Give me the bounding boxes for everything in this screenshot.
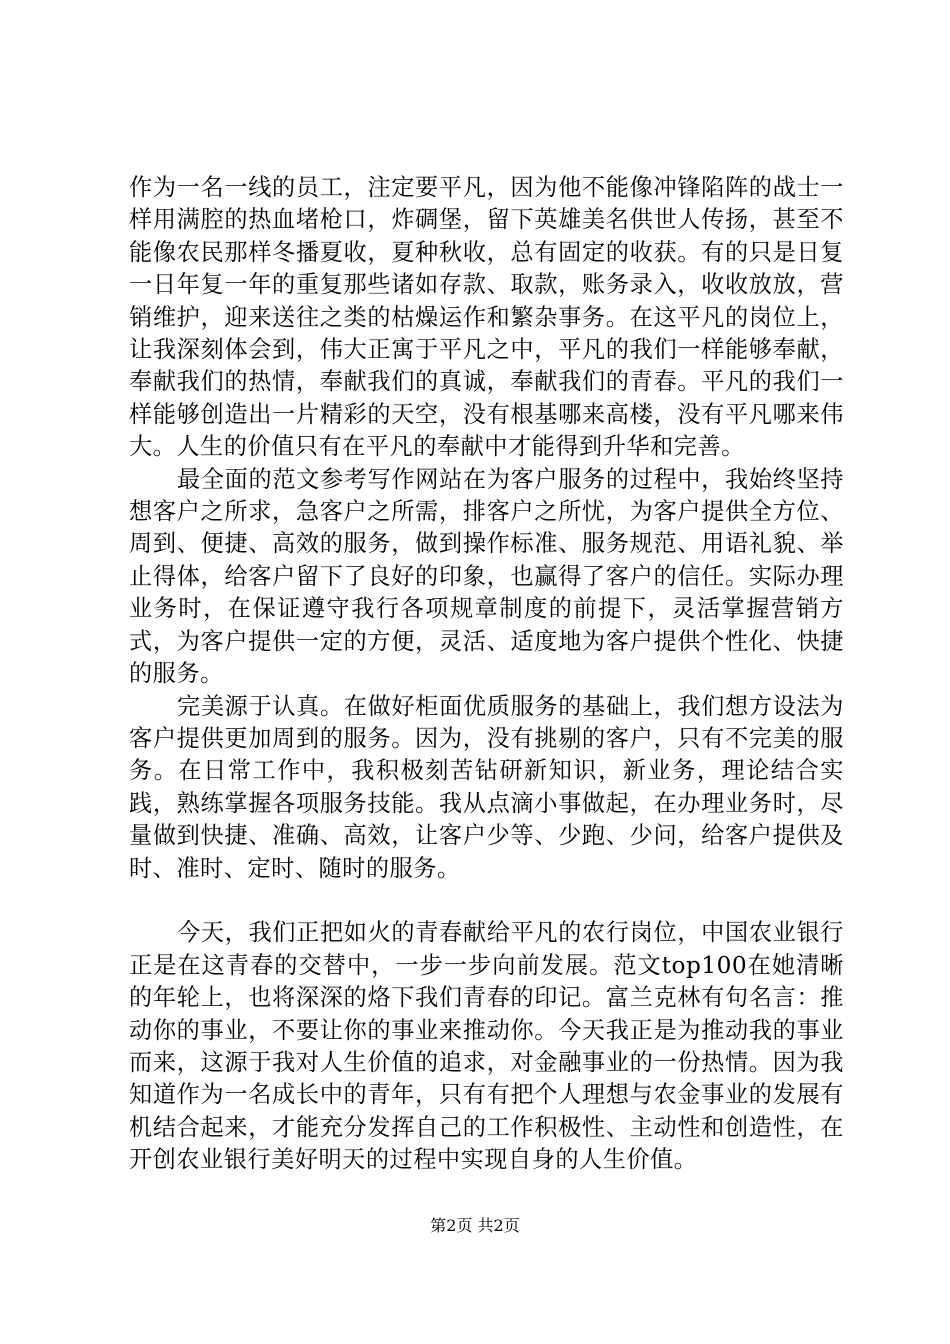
page-footer: 第2页 共2页: [430, 1216, 520, 1235]
paragraph-youth-dedication: 今天，我们正把如火的青春献给平凡的农行岗位，中国农业银行正是在这青春的交替中，一步一步向前发展。范文top100在她清晰的年轮上，也将深深的烙下我们青春的印记。富兰克林有句名言：推动你的事业，不要让你的事业来推动你。今天我正是为推动我的事业而来，这源于我对人生价值的追求，对金融事业的一份热情。因为我知道作为一名成长中的青年，只有有把个人理想与农金事业的发展有机结合起来，才能充分发挥自己的工作积极性、主动性和创造性，在开创农业银行美好明天的过程中实现自身的人生价值。: [129, 919, 844, 1174]
paragraph-perfection: 完美源于认真。在做好柜面优质服务的基础上，我们想方设法为客户提供更加周到的服务。因为，没有挑剔的客户，只有不完美的服务。在日常工作中，我积极刻苦钻研新知识，新业务，理论结合实践，熟练掌握各项服务技能。我从点滴小事做起，在办理业务时，尽量做到快捷、准确、高效，让客户少等、少跑、少问，给客户提供及时、准时、定时、随时的服务。: [129, 692, 844, 882]
document-body: [129, 172, 844, 1177]
paragraph-customer-service: 最全面的范文参考写作网站在为客户服务的过程中，我始终坚持想客户之所求，急客户之所需，排客户之所忧，为客户提供全方位、周到、便捷、高效的服务，做到操作标准、服务规范、用语礼貌、举止得体，给客户留下了良好的印象，也赢得了客户的信任。实际办理业务时，在保证遵守我行各项规章制度的前提下，灵活掌握营销方式，为客户提供一定的方便，灵活、适度地为客户提供个性化、快捷的服务。: [129, 465, 844, 688]
paragraph-ordinary-employee: 作为一名一线的员工，注定要平凡，因为他不能像冲锋陷阵的战士一样用满腔的热血堵枪口，炸碉堡，留下英雄美名供世人传扬，甚至不能像农民那样冬播夏收，夏种秋收，总有固定的收获。有的只是日复一日年复一年的重复那些诸如存款、取款，账务录入，收收放放，营销维护，迎来送往之类的枯燥运作和繁杂事务。在这平凡的岗位上，让我深刻体会到，伟大正寓于平凡之中，平凡的我们一样能够奉献，奉献我们的热情，奉献我们的真诚，奉献我们的青春。平凡的我们一样能够创造出一片精彩的天空，没有根基哪来高楼，没有平凡哪来伟大。人生的价值只有在平凡的奉献中才能得到升华和完善。: [129, 174, 844, 461]
